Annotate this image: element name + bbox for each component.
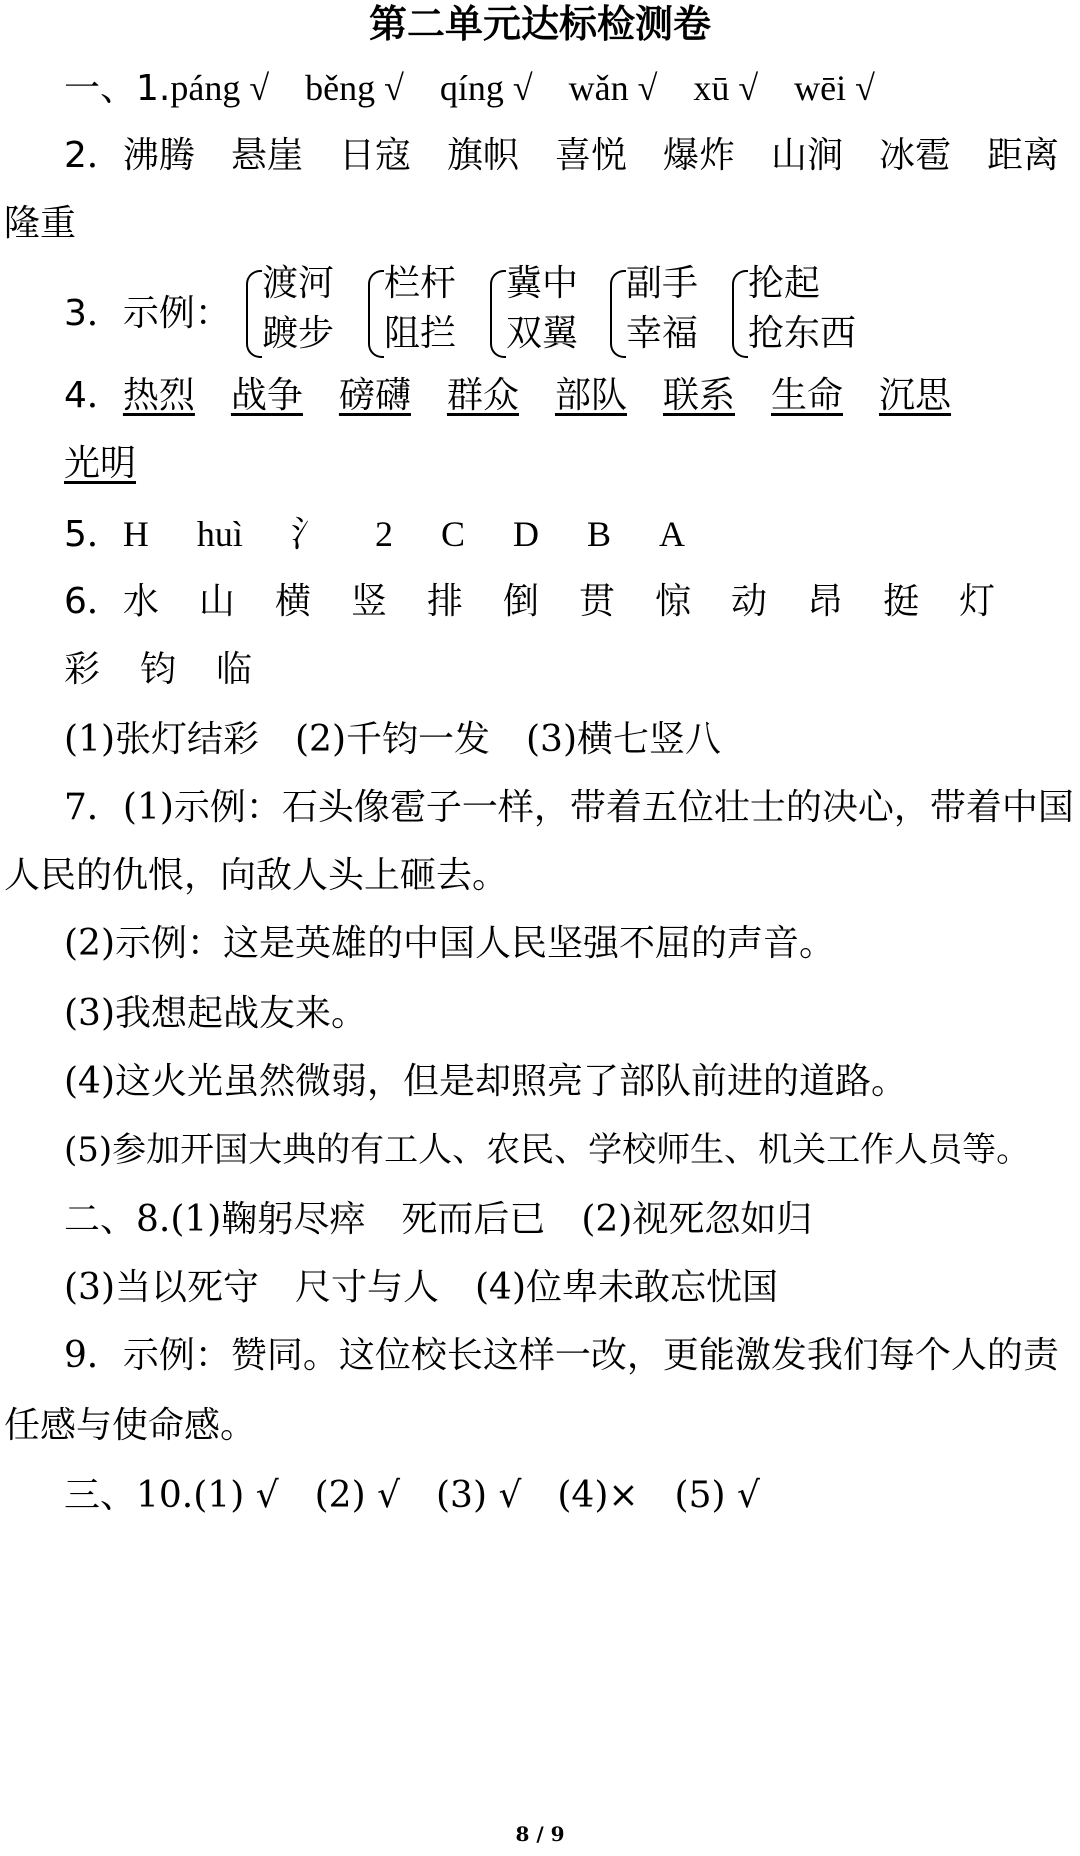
q2-continuation: 隆重 — [4, 203, 77, 244]
q6-char: 山 — [198, 581, 235, 622]
q2-word: 沸腾 — [122, 135, 195, 176]
q6-char: 临 — [216, 649, 253, 690]
q7-line-6: (5)参加开国大典的有工人、农民、学校师生、机关工作人员等。 — [64, 1130, 1031, 1170]
q3-label — [64, 292, 231, 336]
q5-item: 2 — [374, 514, 393, 554]
q5-item: 氵 — [290, 514, 327, 555]
q6-char: 昂 — [807, 581, 844, 622]
q2-word: 旗帜 — [446, 135, 519, 176]
q1-pinyin-2: běng √ — [305, 68, 404, 108]
q6-char: 排 — [426, 581, 463, 622]
q3-word-top: 抡起 — [748, 263, 821, 304]
q1-pinyin-6: wēi √ — [794, 68, 875, 108]
q4-word: 联系 — [662, 375, 735, 416]
q4-word: 生命 — [771, 375, 844, 416]
s2-line-2: (3)当以死守 尺寸与人 (4)位卑未敢忘忧国 — [64, 1267, 778, 1308]
q1-line — [64, 66, 875, 111]
q7-line-4: (3)我想起战友来。 — [64, 993, 367, 1034]
s2-line-1: 二、8.(1)鞠躬尽瘁 死而后已 (2)视死忽如归 — [64, 1199, 813, 1240]
q5-item: C — [440, 514, 465, 554]
q5-item: H — [122, 514, 149, 554]
s3-line-1: 三、10.(1) √ (2) √ (3) √ (4)× (5) √ — [64, 1475, 760, 1516]
page-title: 第二单元达标检测卷 — [368, 1, 711, 46]
brace-icon — [610, 270, 626, 358]
q2-word: 悬崖 — [230, 135, 303, 176]
q4-word: 热烈 — [122, 375, 195, 416]
q5-item: D — [512, 514, 539, 554]
q3-word-bottom: 抢东西 — [748, 313, 857, 354]
q5-item: huì — [196, 514, 243, 554]
q4-word: 光明 — [64, 443, 137, 484]
q1-pinyin-3: qíng √ — [439, 68, 533, 108]
q9-line-2: 任感与使命感。 — [4, 1405, 257, 1446]
q6-char: 挺 — [883, 581, 920, 622]
q4-continuation — [64, 442, 136, 486]
q3-number: 3．示例： — [64, 293, 231, 334]
q4-word: 战争 — [230, 375, 303, 416]
q3-word-bottom: 双翼 — [506, 313, 579, 354]
q2-number: 2． — [64, 135, 123, 176]
q7-line-1: 7．(1)示例：石头像雹子一样，带着五位壮士的决心，带着中国 — [64, 787, 1074, 828]
q1-pinyin-5: xū √ — [693, 68, 759, 108]
q6-number: 6． — [64, 581, 123, 622]
q5-line — [64, 512, 685, 557]
q5-item: A — [658, 514, 685, 554]
q6-char: 倒 — [502, 581, 539, 622]
q4-word: 群众 — [446, 375, 519, 416]
q3-word-top: 栏杆 — [384, 263, 457, 304]
q3-word-bottom: 踱步 — [262, 313, 335, 354]
q3-word-top: 渡河 — [262, 263, 335, 304]
q2-word: 爆炸 — [662, 135, 735, 176]
q9-line-1: 9．示例：赞同。这位校长这样一改，更能激发我们每个人的责 — [64, 1335, 1059, 1376]
q5-item: B — [586, 514, 611, 554]
page-number: 8 / 9 — [515, 1822, 565, 1846]
q6-char: 惊 — [655, 581, 692, 622]
q5-number: 5． — [64, 514, 123, 555]
q2-word: 日寇 — [338, 135, 411, 176]
q3-word-top: 副手 — [626, 263, 699, 304]
q6-idioms: (1)张灯结彩 (2)千钧一发 (3)横七竖八 — [64, 719, 721, 760]
q4-line — [64, 374, 951, 418]
q3-word-bottom: 阻拦 — [384, 313, 457, 354]
q2-word: 山涧 — [771, 135, 844, 176]
q6-continuation — [64, 648, 252, 692]
q4-word: 沉思 — [879, 375, 952, 416]
q6-char: 贯 — [579, 581, 616, 622]
brace-icon — [246, 270, 262, 358]
q7-line-5: (4)这火光虽然微弱，但是却照亮了部队前进的道路。 — [64, 1061, 907, 1102]
q4-number: 4． — [64, 375, 123, 416]
brace-icon — [490, 270, 506, 358]
brace-icon — [368, 270, 384, 358]
q3-word-bottom: 幸福 — [626, 313, 699, 354]
q4-word: 部队 — [554, 375, 627, 416]
q6-char: 横 — [274, 581, 311, 622]
q2-word: 距离 — [987, 135, 1060, 176]
q2-word: 喜悦 — [554, 135, 627, 176]
q1-pinyin-4: wǎn √ — [568, 68, 658, 108]
q6-line — [64, 580, 995, 624]
q4-word: 磅礴 — [338, 375, 411, 416]
q7-line-2: 人民的仇恨，向敌人头上砸去。 — [4, 855, 509, 896]
q6-char: 钧 — [140, 649, 177, 690]
q3-word-top: 冀中 — [506, 263, 579, 304]
q6-char: 水 — [122, 581, 159, 622]
q2-word: 冰雹 — [879, 135, 952, 176]
q1-number: 一、1. — [64, 68, 171, 109]
q7-line-3: (2)示例：这是英雄的中国人民坚强不屈的声音。 — [64, 923, 835, 964]
q6-char: 竖 — [350, 581, 387, 622]
q6-char: 动 — [731, 581, 768, 622]
q6-char: 彩 — [64, 649, 101, 690]
q2-line — [64, 134, 1059, 178]
brace-icon — [732, 270, 748, 358]
q6-char: 灯 — [959, 581, 996, 622]
q1-pinyin-1: páng √ — [170, 68, 270, 108]
